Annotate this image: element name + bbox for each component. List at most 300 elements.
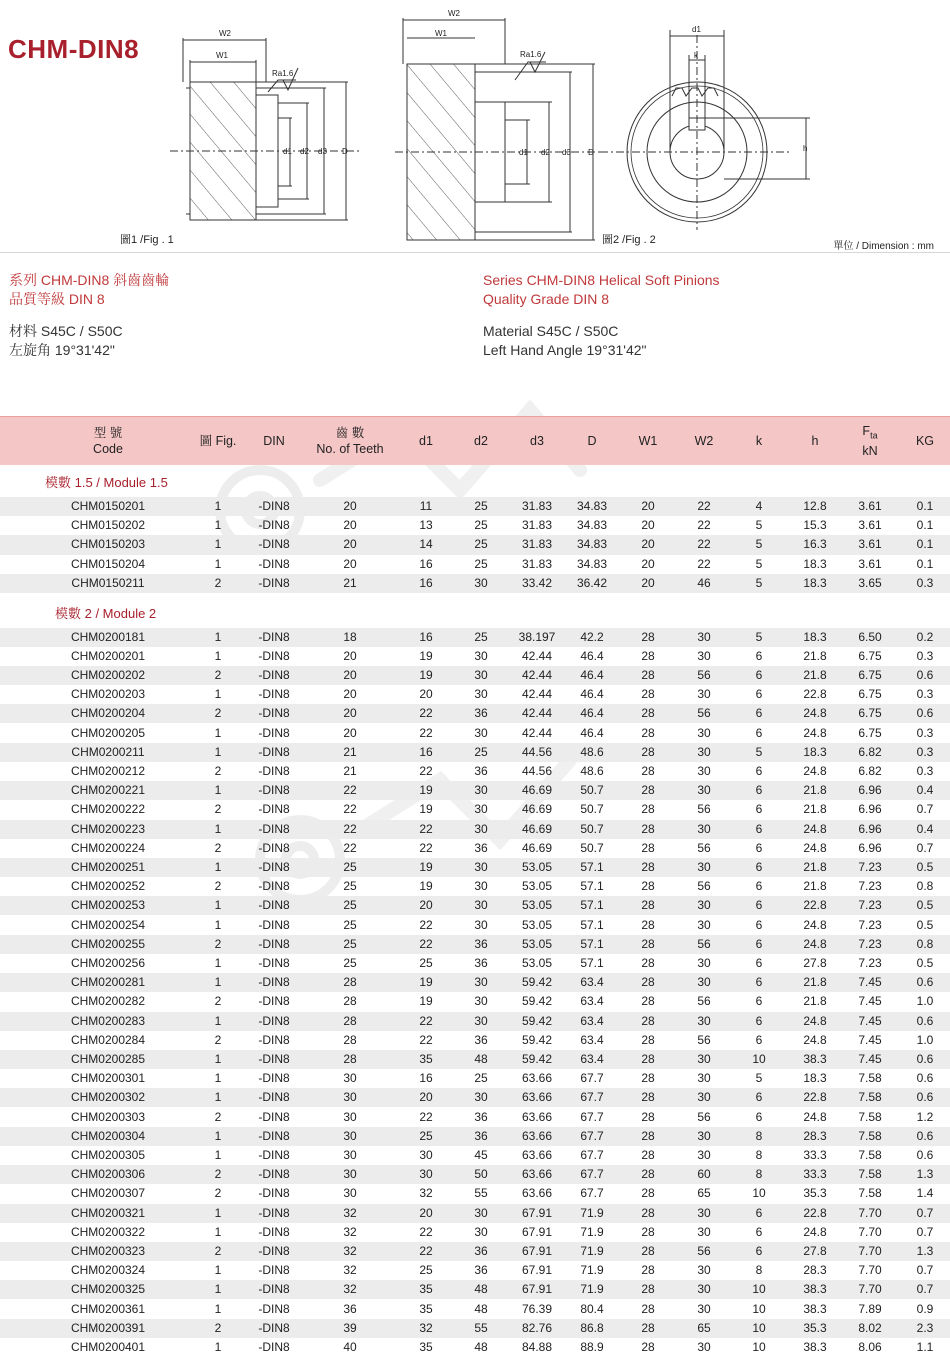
- cell-fig: 2: [214, 1109, 222, 1124]
- cell-h: 18.3: [803, 575, 827, 590]
- cell-kg: 0.9: [916, 1301, 934, 1316]
- cell-teeth: 25: [343, 898, 357, 913]
- cell-din: -DIN8: [258, 879, 290, 894]
- col-fig: 圖 Fig.: [199, 434, 237, 448]
- spec-en-series: Series CHM-DIN8 Helical Soft Pinions: [483, 272, 720, 288]
- cell-fig: 1: [214, 1224, 222, 1239]
- cell-w1: 28: [641, 1263, 655, 1278]
- cell-D: 57.1: [580, 879, 604, 894]
- col-D: D: [587, 434, 597, 448]
- cell-h: 24.8: [803, 725, 827, 740]
- cell-din: -DIN8: [258, 917, 290, 932]
- cell-teeth: 28: [343, 994, 357, 1009]
- cell-D: 34.83: [576, 499, 608, 513]
- spec-cn-angle: 左旋角 19°31'42": [9, 342, 115, 358]
- cell-code: CHM0200305: [70, 1147, 146, 1162]
- cell-d1: 25: [419, 955, 433, 970]
- fig2-d2-label: d2: [541, 148, 550, 157]
- cell-w1: 20: [641, 537, 655, 552]
- cell-D: 63.4: [580, 975, 604, 990]
- cell-d1: 19: [419, 975, 433, 990]
- cell-code: CHM0200302: [70, 1090, 146, 1105]
- cell-teeth: 30: [343, 1167, 357, 1182]
- cell-fta: 7.58: [858, 1090, 882, 1105]
- cell-h: 21.8: [803, 802, 827, 817]
- cell-h: 21.8: [803, 879, 827, 894]
- cell-h: 33.3: [803, 1167, 827, 1182]
- cell-d3: 31.83: [521, 499, 553, 513]
- cell-d2: 30: [474, 802, 488, 817]
- cell-k: 6: [755, 725, 763, 740]
- cell-w1: 28: [641, 859, 655, 874]
- cell-h: 24.8: [803, 821, 827, 836]
- cell-w1: 28: [641, 917, 655, 932]
- cell-fig: 2: [214, 840, 222, 855]
- cell-din: -DIN8: [258, 1128, 290, 1143]
- cell-fig: 1: [214, 1071, 222, 1086]
- cell-din: -DIN8: [258, 1205, 290, 1220]
- cell-fta: 3.61: [858, 499, 882, 513]
- cell-h: 24.8: [803, 1013, 827, 1028]
- cell-d3: 59.42: [521, 994, 553, 1009]
- table-header: [0, 416, 950, 465]
- dimension-note: 單位 / Dimension : mm: [833, 241, 934, 252]
- col-k: k: [755, 434, 763, 448]
- cell-D: 63.4: [580, 994, 604, 1009]
- technical-drawings: [0, 0, 950, 252]
- cell-w2: 30: [697, 1128, 711, 1143]
- cell-d1: 19: [419, 648, 433, 663]
- table-row: [0, 973, 950, 992]
- cell-w2: 30: [697, 648, 711, 663]
- cell-fta: 7.58: [858, 1128, 882, 1143]
- table-row: [0, 1146, 950, 1165]
- cell-w2: 30: [697, 1224, 711, 1239]
- cell-w1: 28: [641, 821, 655, 836]
- fig1-d2-label: d2: [300, 147, 309, 156]
- cell-din: -DIN8: [258, 975, 290, 990]
- cell-d1: 22: [419, 917, 433, 932]
- cell-d3: 63.66: [521, 1109, 553, 1124]
- cell-code: CHM0200211: [71, 744, 145, 759]
- cell-d3: 59.42: [521, 1032, 553, 1047]
- cell-kg: 2.3: [916, 1320, 934, 1335]
- table-row: [0, 497, 950, 516]
- cell-h: 35.3: [803, 1186, 827, 1201]
- cell-w1: 28: [641, 898, 655, 913]
- cell-din: -DIN8: [258, 994, 290, 1009]
- cell-teeth: 25: [343, 879, 357, 894]
- page-title: CHM-DIN8: [8, 34, 140, 64]
- fig1-d1-label: d1: [283, 147, 292, 156]
- cell-d3: 63.66: [521, 1147, 553, 1162]
- cell-code: CHM0200322: [70, 1224, 146, 1239]
- table-row: [0, 1280, 950, 1299]
- cell-fig: 1: [214, 1090, 222, 1105]
- cell-d2: 30: [474, 1224, 488, 1239]
- cell-w2: 56: [697, 1109, 711, 1124]
- cell-teeth: 18: [343, 629, 357, 644]
- cell-d2: 50: [474, 1167, 488, 1182]
- cell-h: 21.8: [803, 994, 827, 1009]
- cell-fig: 1: [214, 975, 222, 990]
- cell-fig: 1: [214, 1282, 222, 1297]
- table-row: [0, 724, 950, 743]
- cell-d1: 22: [419, 725, 433, 740]
- cell-D: 50.7: [580, 840, 604, 855]
- cell-k: 5: [755, 575, 763, 590]
- cell-w1: 28: [641, 1301, 655, 1316]
- cell-w1: 28: [641, 1224, 655, 1239]
- cell-code: CHM0200323: [70, 1243, 146, 1258]
- cell-code: CHM0200202: [70, 667, 146, 682]
- cell-kg: 0.3: [916, 687, 934, 702]
- cell-code: CHM0150203: [70, 537, 146, 552]
- cell-h: 38.3: [803, 1339, 827, 1354]
- cell-kg: 0.6: [916, 1051, 934, 1066]
- cell-teeth: 20: [343, 518, 357, 533]
- cell-d2: 30: [474, 859, 488, 874]
- cell-teeth: 36: [343, 1301, 357, 1316]
- cell-D: 63.4: [580, 1032, 604, 1047]
- col-d3: d3: [530, 434, 544, 448]
- cell-code: CHM0200301: [70, 1071, 146, 1086]
- cell-kg: 1.0: [916, 994, 934, 1009]
- divider: [0, 252, 950, 253]
- cell-code: CHM0200224: [70, 840, 146, 855]
- cell-din: -DIN8: [258, 783, 290, 798]
- cell-d2: 30: [474, 1205, 488, 1220]
- cell-fig: 1: [214, 1301, 222, 1316]
- cell-d2: 36: [474, 706, 488, 721]
- cell-code: CHM0200321: [70, 1205, 146, 1220]
- cell-d1: 35: [419, 1301, 433, 1316]
- cell-din: -DIN8: [258, 537, 290, 552]
- cell-teeth: 28: [343, 1051, 357, 1066]
- cell-w1: 28: [641, 1339, 655, 1354]
- cell-d2: 36: [474, 1109, 488, 1124]
- fig2-caption: 圖2 /Fig . 2: [602, 234, 656, 246]
- cell-d1: 20: [419, 898, 433, 913]
- cell-d1: 25: [419, 1263, 433, 1278]
- cell-d1: 19: [419, 879, 433, 894]
- cell-h: 27.8: [803, 1243, 827, 1258]
- cell-k: 6: [755, 1224, 763, 1239]
- cell-d3: 63.66: [521, 1128, 553, 1143]
- cell-d1: 16: [419, 744, 433, 759]
- cell-code: CHM0200325: [70, 1282, 146, 1297]
- cell-code: CHM0200307: [70, 1186, 146, 1201]
- cell-teeth: 28: [343, 1032, 357, 1047]
- cell-d2: 36: [474, 1243, 488, 1258]
- cell-fta: 7.23: [858, 898, 882, 913]
- table-row: [0, 916, 950, 935]
- cell-fig: 1: [214, 898, 222, 913]
- cell-fta: 7.70: [858, 1205, 882, 1220]
- cell-code: CHM0200256: [70, 955, 146, 970]
- cell-fta: 6.75: [858, 648, 882, 663]
- cell-teeth: 32: [343, 1224, 357, 1239]
- cell-k: 6: [755, 667, 763, 682]
- cell-teeth: 22: [343, 840, 357, 855]
- cell-din: -DIN8: [258, 1167, 290, 1182]
- cell-d3: 67.91: [521, 1243, 553, 1258]
- cell-code: CHM0200306: [70, 1167, 146, 1182]
- table-row: [0, 1088, 950, 1107]
- fig1-w2-label: W2: [219, 29, 231, 38]
- cell-w2: 30: [697, 1147, 711, 1162]
- cell-d3: 59.42: [521, 975, 553, 990]
- cell-d2: 25: [474, 499, 488, 513]
- cell-teeth: 21: [343, 744, 357, 759]
- cell-h: 18.3: [803, 1071, 827, 1086]
- cell-code: CHM0200203: [70, 687, 146, 702]
- cell-D: 57.1: [580, 859, 604, 874]
- cell-d1: 20: [419, 687, 433, 702]
- cell-din: -DIN8: [258, 1109, 290, 1124]
- cell-fig: 1: [214, 1147, 222, 1162]
- cell-d1: 16: [419, 575, 433, 590]
- cell-d3: 42.44: [521, 706, 553, 721]
- cell-w1: 28: [641, 1051, 655, 1066]
- cell-k: 10: [752, 1282, 766, 1297]
- cell-code: CHM0200282: [70, 994, 146, 1009]
- cell-D: 57.1: [580, 936, 604, 951]
- cell-w2: 56: [697, 1032, 711, 1047]
- cell-fta: 6.96: [858, 802, 882, 817]
- cell-D: 67.7: [580, 1071, 604, 1086]
- cell-fig: 1: [214, 1013, 222, 1028]
- cell-w2: 30: [697, 955, 711, 970]
- cell-d1: 19: [419, 994, 433, 1009]
- cell-din: -DIN8: [258, 859, 290, 874]
- cell-D: 36.42: [576, 575, 608, 590]
- cell-D: 71.9: [580, 1205, 604, 1220]
- col-d1: d1: [419, 434, 433, 448]
- cell-d3: 31.83: [521, 537, 553, 552]
- cell-teeth: 20: [343, 648, 357, 663]
- cell-din: -DIN8: [258, 499, 290, 513]
- cell-k: 5: [755, 1071, 763, 1086]
- cell-D: 88.9: [580, 1339, 604, 1354]
- cell-kg: 0.8: [916, 936, 934, 951]
- cell-D: 86.8: [580, 1320, 604, 1335]
- cell-d3: 44.56: [521, 744, 553, 759]
- cell-h: 24.8: [803, 1109, 827, 1124]
- cell-din: -DIN8: [258, 1282, 290, 1297]
- cell-w2: 30: [697, 1051, 711, 1066]
- cell-fig: 1: [214, 499, 222, 513]
- cell-w2: 56: [697, 994, 711, 1009]
- cell-d3: 46.69: [521, 802, 553, 817]
- cell-d3: 53.05: [521, 859, 553, 874]
- cell-h: 24.8: [803, 706, 827, 721]
- cell-d1: 19: [419, 859, 433, 874]
- cell-w1: 28: [641, 1243, 655, 1258]
- cell-h: 21.8: [803, 975, 827, 990]
- cell-fta: 7.45: [858, 1051, 882, 1066]
- table-row: [0, 1319, 950, 1338]
- cell-w2: 30: [697, 687, 711, 702]
- cell-teeth: 30: [343, 1147, 357, 1162]
- table-row: [0, 1338, 950, 1357]
- cell-fta: 7.23: [858, 917, 882, 932]
- cell-d3: 46.69: [521, 821, 553, 836]
- cell-d2: 30: [474, 687, 488, 702]
- cell-fig: 2: [214, 1243, 222, 1258]
- cell-teeth: 20: [343, 499, 357, 513]
- cell-code: CHM0200281: [70, 975, 146, 990]
- cell-code: CHM0200284: [70, 1032, 146, 1047]
- cell-fta: 7.58: [858, 1186, 882, 1201]
- cell-fta: 8.02: [858, 1320, 882, 1335]
- cell-din: -DIN8: [258, 763, 290, 778]
- cell-code: CHM0150211: [71, 575, 145, 590]
- cell-code: CHM0150202: [70, 518, 146, 533]
- fig2-drawing: [395, 18, 600, 240]
- cell-kg: 0.6: [916, 1090, 934, 1105]
- cell-w1: 28: [641, 763, 655, 778]
- cell-d1: 11: [419, 499, 433, 513]
- cell-fig: 1: [214, 518, 222, 533]
- cell-d2: 30: [474, 1090, 488, 1105]
- cell-k: 6: [755, 994, 763, 1009]
- cell-code: CHM0200201: [70, 648, 146, 663]
- cell-d3: 53.05: [521, 936, 553, 951]
- cell-code: CHM0200303: [70, 1109, 146, 1124]
- cell-w1: 28: [641, 994, 655, 1009]
- cell-d2: 55: [474, 1186, 488, 1201]
- cell-h: 22.8: [803, 898, 827, 913]
- cell-h: 24.8: [803, 763, 827, 778]
- cell-fta: 6.82: [858, 744, 882, 759]
- cell-fig: 1: [214, 744, 222, 759]
- cell-kg: 0.1: [916, 537, 934, 552]
- cell-w1: 20: [641, 556, 655, 571]
- fig1-caption: 圖1 /Fig . 1: [120, 234, 174, 246]
- cell-din: -DIN8: [258, 725, 290, 740]
- cell-d2: 36: [474, 955, 488, 970]
- cell-din: -DIN8: [258, 1301, 290, 1316]
- cell-teeth: 30: [343, 1128, 357, 1143]
- cell-d1: 19: [419, 783, 433, 798]
- cell-teeth: 32: [343, 1282, 357, 1297]
- cell-w2: 56: [697, 879, 711, 894]
- cell-d3: 53.05: [521, 879, 553, 894]
- cell-k: 5: [755, 629, 763, 644]
- cell-kg: 0.8: [916, 879, 934, 894]
- cell-h: 24.8: [803, 1032, 827, 1047]
- cell-kg: 0.3: [916, 725, 934, 740]
- table-row: [0, 1261, 950, 1280]
- cell-w2: 56: [697, 936, 711, 951]
- cell-teeth: 22: [343, 821, 357, 836]
- cell-d1: 22: [419, 840, 433, 855]
- cell-fig: 1: [214, 725, 222, 740]
- cell-D: 34.83: [576, 518, 608, 533]
- cell-k: 5: [755, 744, 763, 759]
- cell-D: 34.83: [576, 556, 608, 571]
- cell-din: -DIN8: [258, 1032, 290, 1047]
- cell-din: -DIN8: [258, 1224, 290, 1239]
- cell-w1: 28: [641, 802, 655, 817]
- cell-fig: 1: [214, 1205, 222, 1220]
- cell-fig: 2: [214, 1186, 222, 1201]
- cell-d2: 36: [474, 1128, 488, 1143]
- table-row: [0, 1108, 950, 1127]
- cell-d3: 38.197: [518, 629, 556, 644]
- cell-w1: 28: [641, 725, 655, 740]
- cell-w1: 28: [641, 687, 655, 702]
- cell-d2: 30: [474, 648, 488, 663]
- cell-k: 6: [755, 879, 763, 894]
- cell-h: 16.3: [803, 537, 827, 552]
- cell-D: 46.4: [580, 725, 604, 740]
- cell-w2: 30: [697, 629, 711, 644]
- cell-fig: 2: [214, 994, 222, 1009]
- cell-kg: 0.7: [916, 1205, 934, 1220]
- cell-w1: 28: [641, 1071, 655, 1086]
- cell-d2: 25: [474, 744, 488, 759]
- cell-fig: 2: [214, 802, 222, 817]
- table-row: [0, 1223, 950, 1242]
- cell-din: -DIN8: [258, 1051, 290, 1066]
- cell-k: 6: [755, 1090, 763, 1105]
- cell-h: 28.3: [803, 1128, 827, 1143]
- table-row: [0, 1242, 950, 1261]
- cell-w2: 30: [697, 1071, 711, 1086]
- cell-fig: 1: [214, 1263, 222, 1278]
- table-row: [0, 877, 950, 896]
- cell-h: 28.3: [803, 1263, 827, 1278]
- cell-fig: 1: [214, 537, 222, 552]
- fig2-w2-label: W2: [448, 9, 460, 18]
- cell-D: 50.7: [580, 783, 604, 798]
- cell-k: 6: [755, 955, 763, 970]
- table-row: [0, 762, 950, 781]
- cell-h: 38.3: [803, 1301, 827, 1316]
- cell-d2: 36: [474, 936, 488, 951]
- cell-w1: 28: [641, 975, 655, 990]
- cell-k: 8: [755, 1263, 763, 1278]
- cell-code: CHM0200204: [70, 706, 146, 721]
- table-row: [0, 992, 950, 1011]
- cell-k: 4: [755, 499, 763, 513]
- cell-w2: 56: [697, 667, 711, 682]
- cell-kg: 0.3: [916, 575, 934, 590]
- cell-fta: 7.58: [858, 1071, 882, 1086]
- cell-teeth: 30: [343, 1071, 357, 1086]
- cell-w1: 28: [641, 955, 655, 970]
- cell-w1: 28: [641, 840, 655, 855]
- cell-fta: 7.58: [858, 1109, 882, 1124]
- cell-din: -DIN8: [258, 706, 290, 721]
- col-w1: W1: [638, 434, 658, 448]
- table-row: [0, 896, 950, 915]
- cell-d2: 30: [474, 821, 488, 836]
- table-row: [0, 666, 950, 685]
- cell-d3: 59.42: [521, 1013, 553, 1028]
- spec-en: [483, 271, 720, 360]
- cell-teeth: 32: [343, 1205, 357, 1220]
- cell-teeth: 20: [343, 725, 357, 740]
- cell-D: 50.7: [580, 802, 604, 817]
- cell-w2: 22: [697, 556, 711, 571]
- cell-k: 10: [752, 1320, 766, 1335]
- cell-h: 18.3: [803, 629, 827, 644]
- col-din: DIN: [263, 434, 285, 448]
- cell-teeth: 30: [343, 1109, 357, 1124]
